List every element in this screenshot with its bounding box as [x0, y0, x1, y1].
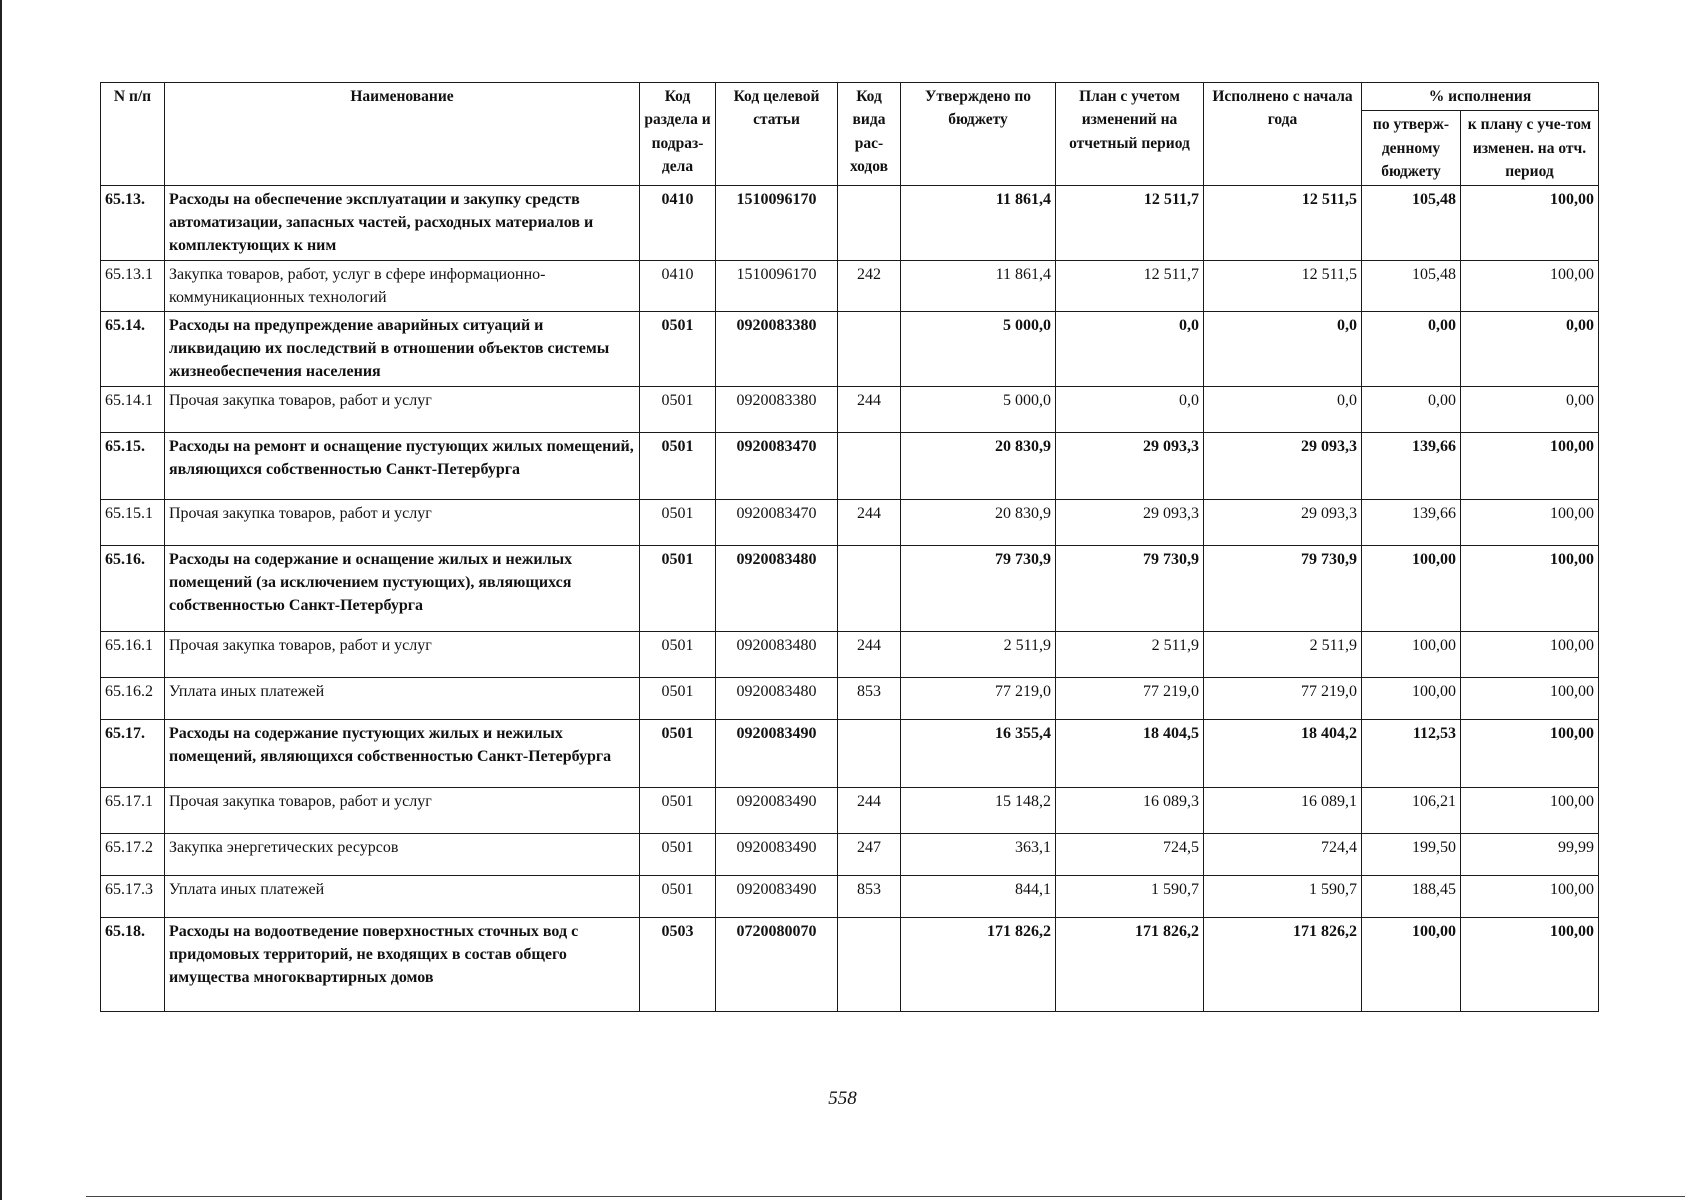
- table-header: [101, 83, 1599, 186]
- row-name: Расходы на водоотведение поверхностных сточных вод с придомовых территорий, не входящих в состав общего имущества многоквартирных домов: [165, 917, 640, 1011]
- row-name: Расходы на ремонт и оснащение пустующих жилых помещений, являющихся собственностью Санкт-Петербурга: [165, 432, 640, 499]
- row-pct-budget: 0,00: [1362, 311, 1461, 386]
- row-plan: 2 511,9: [1056, 631, 1204, 677]
- table-row: [101, 719, 1599, 787]
- header-pct-plan: к плану с уче-том изменен. на отч. период: [1461, 111, 1599, 186]
- row-plan: 16 089,3: [1056, 787, 1204, 833]
- row-pct-budget: 139,66: [1362, 432, 1461, 499]
- row-name: Расходы на содержание и оснащение жилых и нежилых помещений (за исключением пустующих), являющихся собственностью Санкт-Петербурга: [165, 545, 640, 631]
- row-pct-plan: 100,00: [1461, 545, 1599, 631]
- row-approved: 20 830,9: [901, 499, 1056, 545]
- row-pct-budget: 0,00: [1362, 386, 1461, 432]
- row-name: Прочая закупка товаров, работ и услуг: [165, 631, 640, 677]
- row-pct-budget: 139,66: [1362, 499, 1461, 545]
- row-section-code: 0501: [640, 875, 716, 917]
- row-executed: 16 089,1: [1204, 787, 1362, 833]
- table-row: [101, 386, 1599, 432]
- row-plan: 29 093,3: [1056, 432, 1204, 499]
- row-section-code: 0501: [640, 631, 716, 677]
- header-num: N п/п: [101, 83, 165, 186]
- row-pct-budget: 100,00: [1362, 545, 1461, 631]
- row-name: Расходы на содержание пустующих жилых и нежилых помещений, являющихся собственностью Санкт-Петербурга: [165, 719, 640, 787]
- row-section-code: 0503: [640, 917, 716, 1011]
- row-target-code: 0920083490: [716, 787, 838, 833]
- row-target-code: 1510096170: [716, 186, 838, 261]
- row-name: Уплата иных платежей: [165, 875, 640, 917]
- row-plan: 724,5: [1056, 833, 1204, 875]
- row-num: 65.15.: [101, 432, 165, 499]
- row-pct-plan: 100,00: [1461, 917, 1599, 1011]
- row-expense-type: 853: [838, 875, 901, 917]
- row-approved: 5 000,0: [901, 386, 1056, 432]
- row-num: 65.17.: [101, 719, 165, 787]
- table-row: [101, 631, 1599, 677]
- row-expense-type: [838, 917, 901, 1011]
- row-plan: 79 730,9: [1056, 545, 1204, 631]
- row-pct-plan: 100,00: [1461, 787, 1599, 833]
- table-body: [101, 186, 1599, 1012]
- row-target-code: 0920083380: [716, 386, 838, 432]
- row-plan: 12 511,7: [1056, 260, 1204, 311]
- row-executed: 0,0: [1204, 386, 1362, 432]
- row-target-code: 0920083470: [716, 499, 838, 545]
- row-section-code: 0501: [640, 386, 716, 432]
- row-name: Закупка товаров, работ, услуг в сфере информационно-коммуникационных технологий: [165, 260, 640, 311]
- row-section-code: 0501: [640, 311, 716, 386]
- header-pct-group: % исполнения: [1362, 83, 1599, 111]
- header-plan: План с учетом изменений на отчетный период: [1056, 83, 1204, 186]
- row-pct-plan: 100,00: [1461, 677, 1599, 719]
- row-executed: 2 511,9: [1204, 631, 1362, 677]
- table-row: [101, 311, 1599, 386]
- row-approved: 11 861,4: [901, 260, 1056, 311]
- row-plan: 12 511,7: [1056, 186, 1204, 261]
- row-expense-type: [838, 432, 901, 499]
- header-pct-budget: по утверж-денному бюджету: [1362, 111, 1461, 186]
- row-num: 65.18.: [101, 917, 165, 1011]
- row-executed: 12 511,5: [1204, 186, 1362, 261]
- table-row: [101, 833, 1599, 875]
- row-section-code: 0410: [640, 260, 716, 311]
- row-approved: 20 830,9: [901, 432, 1056, 499]
- row-expense-type: 244: [838, 631, 901, 677]
- table-row: [101, 545, 1599, 631]
- row-approved: 171 826,2: [901, 917, 1056, 1011]
- row-executed: 29 093,3: [1204, 432, 1362, 499]
- row-target-code: 0920083480: [716, 545, 838, 631]
- row-expense-type: 247: [838, 833, 901, 875]
- row-num: 65.14.1: [101, 386, 165, 432]
- budget-execution-table: [100, 82, 1599, 1012]
- page-bottom-rule: [86, 1196, 1685, 1197]
- row-pct-budget: 100,00: [1362, 917, 1461, 1011]
- row-pct-budget: 188,45: [1362, 875, 1461, 917]
- row-executed: 724,4: [1204, 833, 1362, 875]
- row-pct-plan: 100,00: [1461, 499, 1599, 545]
- row-executed: 18 404,2: [1204, 719, 1362, 787]
- row-num: 65.15.1: [101, 499, 165, 545]
- row-section-code: 0501: [640, 432, 716, 499]
- row-num: 65.17.1: [101, 787, 165, 833]
- row-pct-plan: 100,00: [1461, 432, 1599, 499]
- row-num: 65.14.: [101, 311, 165, 386]
- row-target-code: 0720080070: [716, 917, 838, 1011]
- row-target-code: 0920083480: [716, 631, 838, 677]
- row-executed: 79 730,9: [1204, 545, 1362, 631]
- row-expense-type: 242: [838, 260, 901, 311]
- row-executed: 12 511,5: [1204, 260, 1362, 311]
- table-row: [101, 432, 1599, 499]
- row-num: 65.16.: [101, 545, 165, 631]
- row-pct-plan: 100,00: [1461, 631, 1599, 677]
- row-plan: 0,0: [1056, 386, 1204, 432]
- row-plan: 1 590,7: [1056, 875, 1204, 917]
- row-pct-budget: 106,21: [1362, 787, 1461, 833]
- row-plan: 171 826,2: [1056, 917, 1204, 1011]
- table-row: [101, 260, 1599, 311]
- table-row: [101, 677, 1599, 719]
- row-section-code: 0501: [640, 833, 716, 875]
- row-name: Расходы на обеспечение эксплуатации и закупку средств автоматизации, запасных частей, расходных материалов и комплектующих к ним: [165, 186, 640, 261]
- row-num: 65.17.3: [101, 875, 165, 917]
- table-row: [101, 787, 1599, 833]
- header-executed: Исполнено с начала года: [1204, 83, 1362, 186]
- row-pct-plan: 100,00: [1461, 719, 1599, 787]
- row-approved: 844,1: [901, 875, 1056, 917]
- header-expense-type: Код вида рас-ходов: [838, 83, 901, 186]
- row-pct-plan: 0,00: [1461, 386, 1599, 432]
- row-expense-type: [838, 311, 901, 386]
- row-approved: 5 000,0: [901, 311, 1056, 386]
- row-executed: 0,0: [1204, 311, 1362, 386]
- row-pct-plan: 100,00: [1461, 260, 1599, 311]
- row-expense-type: [838, 186, 901, 261]
- row-approved: 2 511,9: [901, 631, 1056, 677]
- row-pct-budget: 112,53: [1362, 719, 1461, 787]
- row-section-code: 0501: [640, 677, 716, 719]
- row-target-code: 0920083470: [716, 432, 838, 499]
- row-section-code: 0410: [640, 186, 716, 261]
- row-expense-type: [838, 545, 901, 631]
- row-section-code: 0501: [640, 545, 716, 631]
- table-row: [101, 875, 1599, 917]
- table-row: [101, 186, 1599, 261]
- row-name: Уплата иных платежей: [165, 677, 640, 719]
- row-plan: 18 404,5: [1056, 719, 1204, 787]
- row-section-code: 0501: [640, 719, 716, 787]
- header-approved: Утверждено по бюджету: [901, 83, 1056, 186]
- row-approved: 16 355,4: [901, 719, 1056, 787]
- page-number: 558: [828, 1088, 857, 1109]
- row-expense-type: 853: [838, 677, 901, 719]
- row-num: 65.17.2: [101, 833, 165, 875]
- table-row: [101, 917, 1599, 1011]
- row-pct-plan: 99,99: [1461, 833, 1599, 875]
- row-target-code: 0920083490: [716, 719, 838, 787]
- row-approved: 15 148,2: [901, 787, 1056, 833]
- row-executed: 29 093,3: [1204, 499, 1362, 545]
- row-executed: 1 590,7: [1204, 875, 1362, 917]
- header-section-code: Код раздела и подраз-дела: [640, 83, 716, 186]
- row-plan: 77 219,0: [1056, 677, 1204, 719]
- row-target-code: 1510096170: [716, 260, 838, 311]
- row-num: 65.13.: [101, 186, 165, 261]
- row-pct-plan: 0,00: [1461, 311, 1599, 386]
- row-target-code: 0920083480: [716, 677, 838, 719]
- row-target-code: 0920083380: [716, 311, 838, 386]
- table-row: [101, 499, 1599, 545]
- row-section-code: 0501: [640, 499, 716, 545]
- row-pct-budget: 105,48: [1362, 260, 1461, 311]
- row-expense-type: 244: [838, 386, 901, 432]
- row-num: 65.16.1: [101, 631, 165, 677]
- page-left-edge: [0, 0, 2, 1200]
- row-plan: 29 093,3: [1056, 499, 1204, 545]
- row-pct-budget: 199,50: [1362, 833, 1461, 875]
- header-name: Наименование: [165, 83, 640, 186]
- header-target-code: Код целевой статьи: [716, 83, 838, 186]
- row-executed: 77 219,0: [1204, 677, 1362, 719]
- row-plan: 0,0: [1056, 311, 1204, 386]
- row-name: Закупка энергетических ресурсов: [165, 833, 640, 875]
- row-pct-plan: 100,00: [1461, 186, 1599, 261]
- row-num: 65.13.1: [101, 260, 165, 311]
- row-pct-budget: 100,00: [1362, 677, 1461, 719]
- row-name: Прочая закупка товаров, работ и услуг: [165, 499, 640, 545]
- row-pct-plan: 100,00: [1461, 875, 1599, 917]
- row-section-code: 0501: [640, 787, 716, 833]
- row-name: Прочая закупка товаров, работ и услуг: [165, 386, 640, 432]
- row-approved: 363,1: [901, 833, 1056, 875]
- row-pct-budget: 105,48: [1362, 186, 1461, 261]
- row-expense-type: [838, 719, 901, 787]
- row-target-code: 0920083490: [716, 875, 838, 917]
- row-expense-type: 244: [838, 787, 901, 833]
- row-approved: 77 219,0: [901, 677, 1056, 719]
- row-approved: 79 730,9: [901, 545, 1056, 631]
- row-pct-budget: 100,00: [1362, 631, 1461, 677]
- row-name: Прочая закупка товаров, работ и услуг: [165, 787, 640, 833]
- row-expense-type: 244: [838, 499, 901, 545]
- row-executed: 171 826,2: [1204, 917, 1362, 1011]
- row-target-code: 0920083490: [716, 833, 838, 875]
- row-approved: 11 861,4: [901, 186, 1056, 261]
- row-name: Расходы на предупреждение аварийных ситуаций и ликвидацию их последствий в отношении объектов системы жизнеобеспечения населения: [165, 311, 640, 386]
- row-num: 65.16.2: [101, 677, 165, 719]
